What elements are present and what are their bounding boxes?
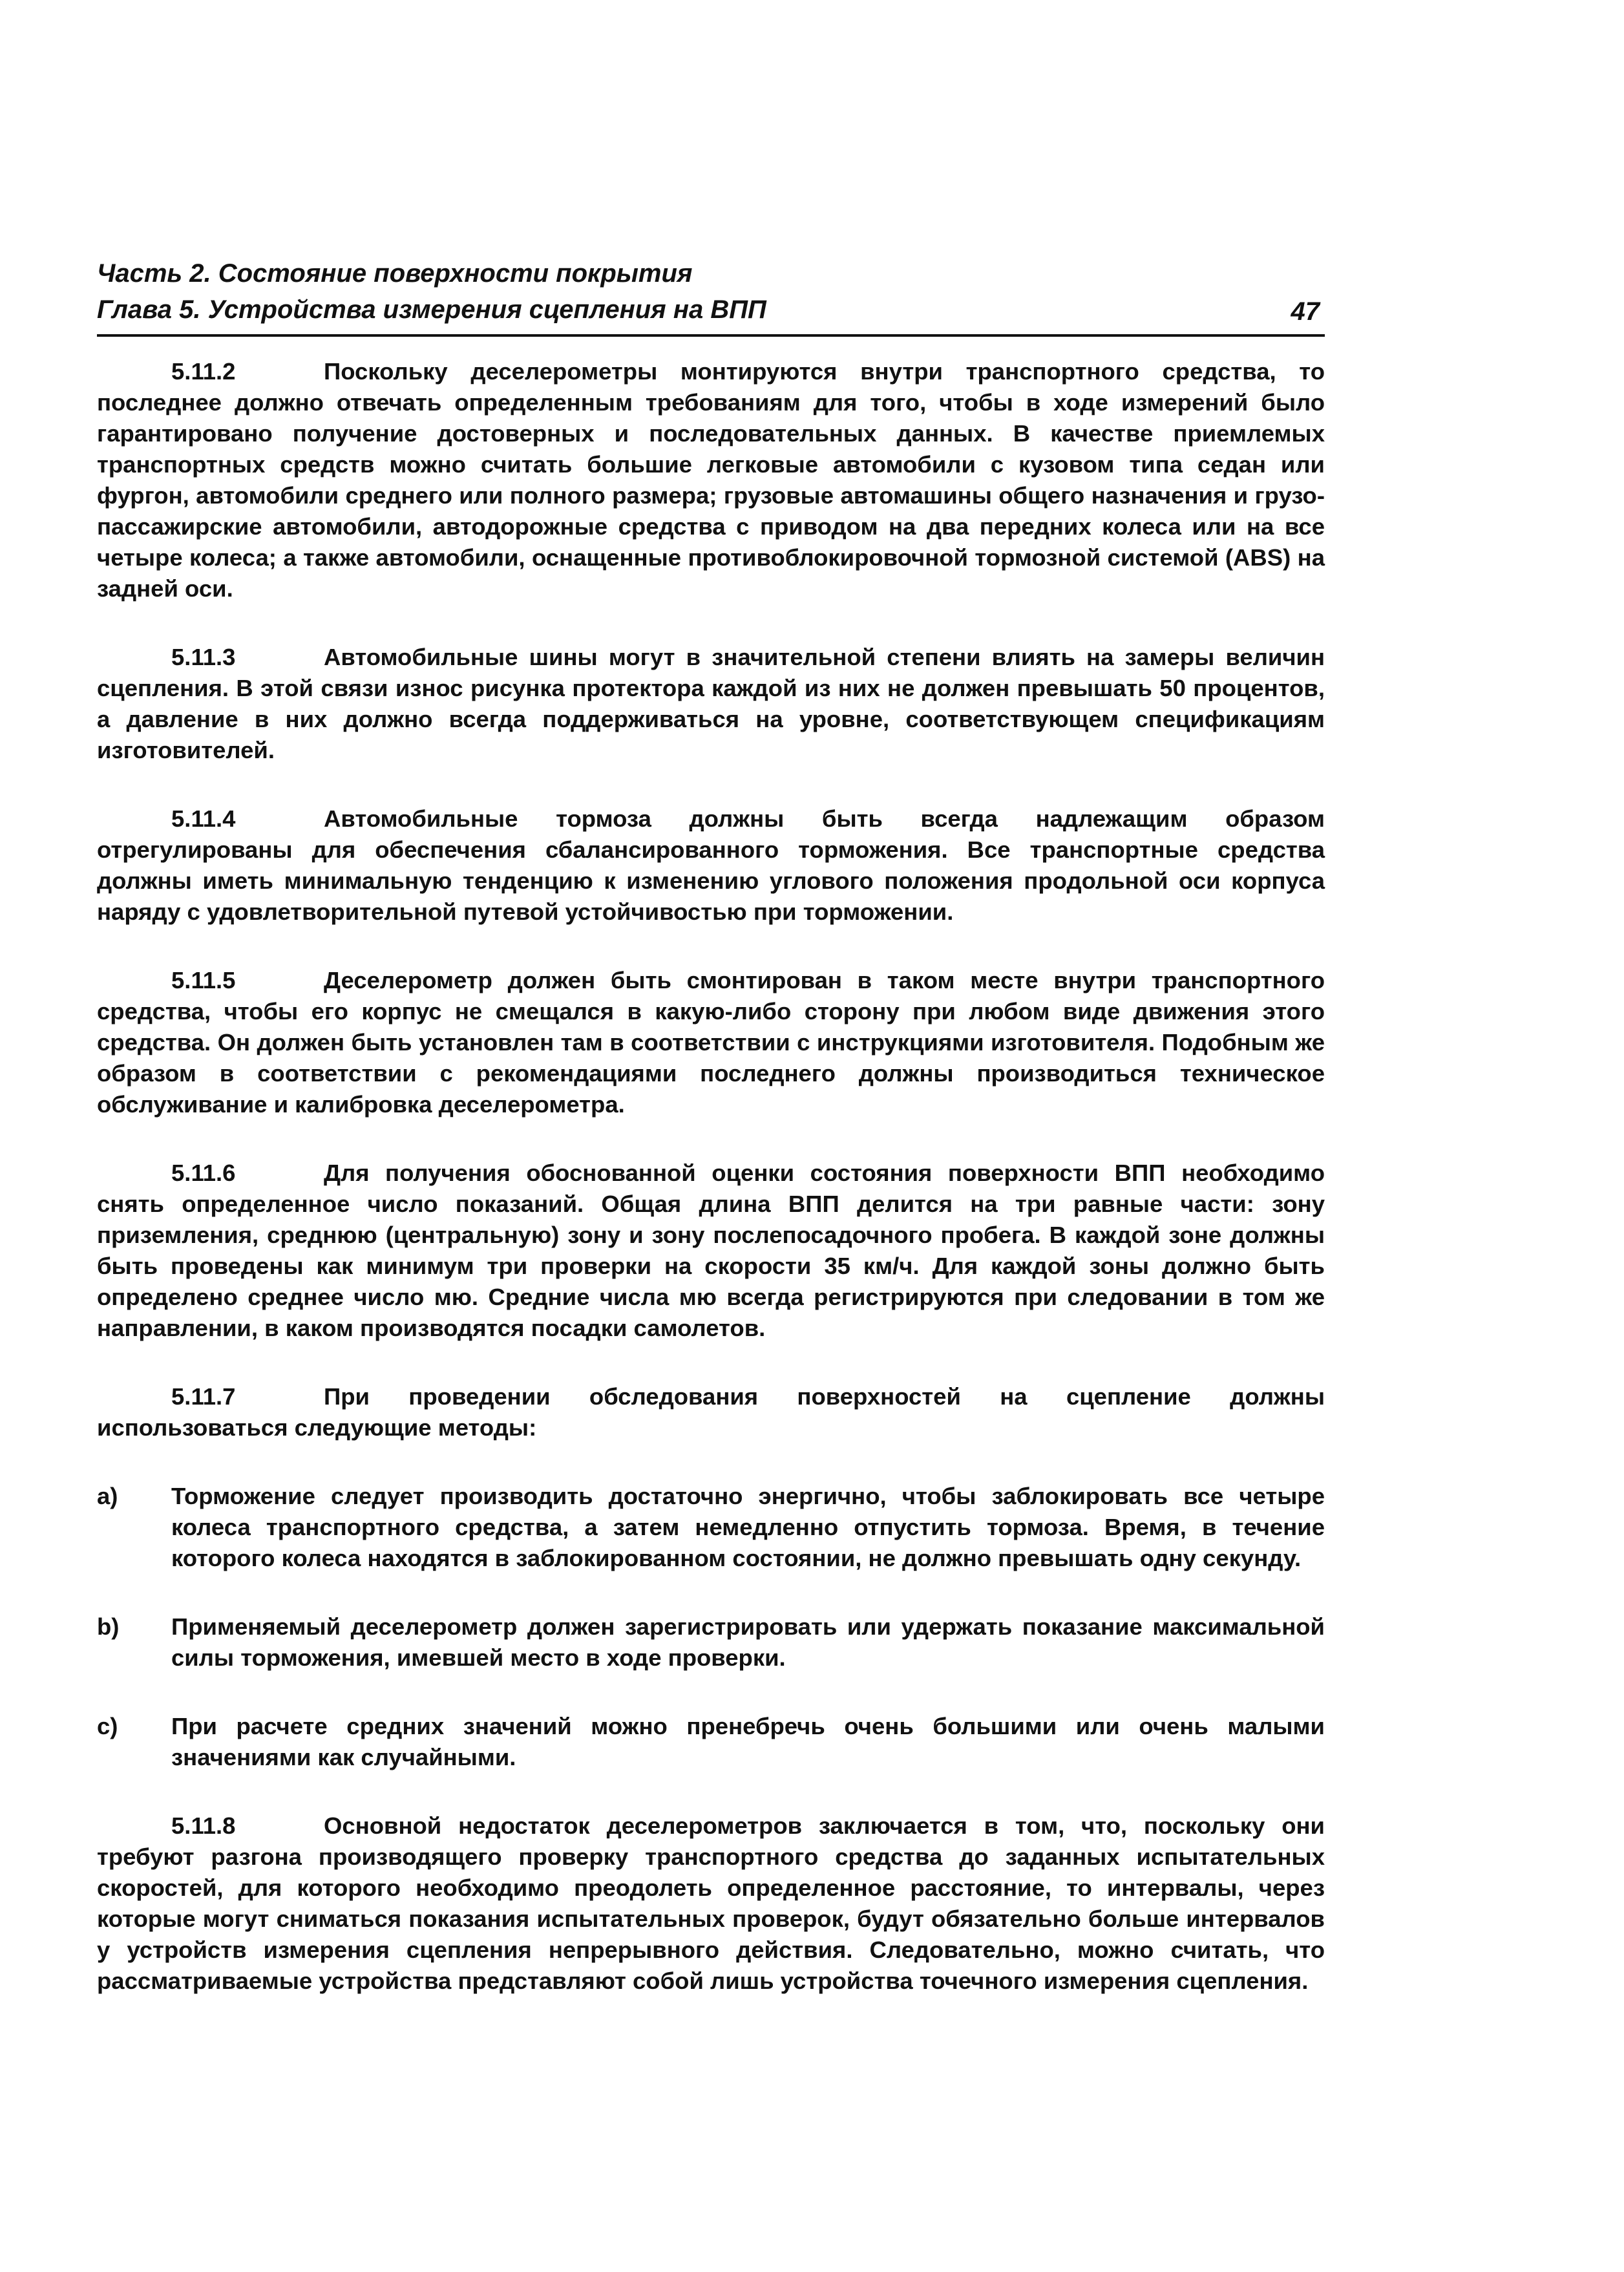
list-item-c [97,1711,1325,1773]
list-text: Применяемый деселерометр должен зарегистрировать или удержать показание максимальной силы торможения, имевшей место в ходе проверки. [171,1613,1325,1671]
header-part-title: Часть 2. Состояние поверхности покрытия [97,259,693,288]
paragraph-5-11-5 [97,965,1325,1120]
paragraph-text: Поскольку деселерометры монтируются внутри транспортного средства, то последнее должно отвечать определенным требованиям для того, чтобы в ходе измерений было гарантировано получение достоверных и последовательных данных. В качестве приемлемых транспортных средств можно считать большие легковые автомобили с кузовом типа седан или фургон, автомобили среднего или полного размера; грузовые автомашины общего назначения и грузо-пассажирские автомобили, автодорожные средства с приводом на два передних колеса или на все четыре колеса; а также автомобили, оснащенные противоблокировочной тормозной системой (ABS) на задней оси. [97,358,1325,602]
paragraph-number: 5.11.5 [171,967,236,993]
paragraph-number: 5.11.8 [171,1812,236,1839]
paragraph-5-11-6 [97,1158,1325,1344]
page-number: 47 [1291,297,1320,326]
paragraph-5-11-4 [97,803,1325,928]
paragraph-number: 5.11.7 [171,1383,236,1410]
document-page [97,255,1325,2034]
paragraph-text: Для получения обоснованной оценки состояния поверхности ВПП необходимо снять определенное число показаний. Общая длина ВПП делится на три равные части: зону приземления, среднюю (центральную) зону и зону послепосадочного пробега. В каждой зоне должны быть проведены как минимум три проверки на скорости 35 км/ч. Для каждой зоны должно быть определено среднее число мю. Средние числа мю всегда регистрируются при следовании в том же направлении, в каком производятся посадки самолетов. [97,1160,1325,1341]
header-chapter-title: Глава 5. Устройства измерения сцепления на ВПП [97,295,766,324]
paragraph-5-11-8 [97,1810,1325,1997]
paragraph-text: Автомобильные тормоза должны быть всегда надлежащим образом отрегулированы для обеспечения сбалансированного торможения. Все транспортные средства должны иметь минимальную тенденцию к изменению углового положения продольной оси корпуса наряду с удовлетворительной путевой устойчивостью при торможении. [97,805,1325,925]
paragraph-text: Автомобильные шины могут в значительной степени влиять на замеры величин сцепления. В этой связи износ рисунка протектора каждой из них не должен превышать 50 процентов, а давление в них должно всегда поддерживаться на уровне, соответствующем спецификациям изготовителей. [97,644,1325,763]
list-text: При расчете средних значений можно пренебречь очень большими или очень малыми значениями как случайными. [171,1713,1325,1770]
list-letter: b) [97,1613,120,1640]
list-item-a [97,1481,1325,1574]
paragraph-text: При проведении обследования поверхностей на сцепление должны использоваться следующие методы: [97,1383,1325,1441]
list-letter: c) [97,1713,118,1739]
list-letter: a) [97,1483,118,1509]
paragraph-text: Основной недостаток деселерометров заключается в том, что, поскольку они требуют разгона производящего проверку транспортного средства до заданных испытательных скоростей, для которого необходимо преодолеть определенное расстояние, то интервалы, через которые могут сниматься показания испытательных проверок, будут обязательно больше интервалов у устройств измерения сцепления непрерывного действия. Следовательно, можно считать, что рассматриваемые устройства представляют собой лишь устройства точечного измерения сцепления. [97,1812,1325,1994]
running-header [97,255,1325,337]
paragraph-number: 5.11.3 [171,644,236,670]
paragraph-number: 5.11.2 [171,358,236,385]
paragraph-5-11-2 [97,356,1325,604]
document-body [97,356,1325,1997]
paragraph-5-11-7 [97,1381,1325,1443]
paragraph-5-11-3 [97,642,1325,766]
paragraph-number: 5.11.4 [171,805,236,832]
paragraph-text: Деселерометр должен быть смонтирован в таком месте внутри транспортного средства, чтобы его корпус не смещался в какую-либо сторону при любом виде движения этого средства. Он должен быть установлен там в соответствии с инструкциями изготовителя. Подобным же образом в соответствии с рекомендациями последнего должны производиться техническое обслуживание и калибровка деселерометра. [97,967,1325,1118]
paragraph-number: 5.11.6 [171,1160,236,1186]
list-text: Торможение следует производить достаточно энергично, чтобы заблокировать все четыре колеса транспортного средства, а затем немедленно отпустить тормоза. Время, в течение которого колеса находятся в заблокированном состоянии, не должно превышать одну секунду. [171,1483,1325,1571]
list-item-b [97,1611,1325,1673]
